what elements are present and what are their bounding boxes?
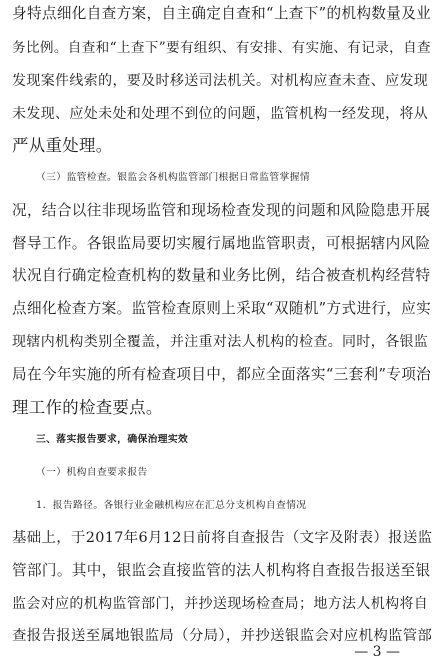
- page-number: — 3 —: [354, 644, 400, 660]
- text-line: 1．报告路径。各银行业金融机构应在汇总分支机构自查情况: [36, 500, 307, 511]
- text-line: 状况自行确定检查机构的数量和业务比例，结合被查机构经营特: [12, 267, 431, 284]
- text-line: 务比例。自查和“上查下”要有组织、有安排、有实施、有记录，自查: [12, 40, 431, 56]
- text-line: 局在今年实施的所有检查项目中，都应全面落实“三套利”专项治: [12, 366, 432, 383]
- section-heading-supervisory-inspection: （三）监管检查。银监会各机构监管部门根据日常监管掌握情: [36, 172, 310, 183]
- section-heading: 三、落实报告要求，确保治理实效: [36, 434, 189, 445]
- text-line: 理工作的检查要点。: [12, 398, 163, 417]
- text-line: 基础上，于2017年6月12日前将自查报告（文字及附表）报送监: [12, 530, 433, 546]
- text-line: 发现案件线索的，要及时移送司法机关。对机构应查未查、应发现: [12, 73, 429, 89]
- text-line: 点细化检查方案。监管检查原则上采取“双随机”方式进行，应实: [12, 300, 432, 317]
- subsection-heading: （一）机构自查要求报告: [36, 467, 148, 478]
- text-line: 身特点细化自查方案，自主确定自查和“上查下”的机构数量及业: [12, 5, 432, 22]
- text-line: 严从重处理。: [12, 136, 113, 155]
- text-line: 监会对应的机构监管部门，并抄送现场检查局；地方法人机构将自: [12, 596, 429, 612]
- text-line: 查报告报送至属地银监局（分局），并抄送银监会对应机构监管部: [12, 628, 433, 644]
- text-line: 督导工作。各银监局要切实履行属地监管职责，可根据辖内风险: [12, 235, 431, 252]
- text-line: 现辖内机构类别全覆盖，并注重对法人机构的检查。同时，各银监: [12, 334, 429, 350]
- text-line: 未发现、应处未处和处理不到位的问题，监管机构一经发现，将从: [12, 106, 429, 122]
- text-line: 况，结合以往非现场监管和现场检查发现的问题和风险隐患开展: [12, 202, 431, 219]
- text-line: 管部门。其中，银监会直接监管的法人机构将自查报告报送至银: [12, 562, 431, 579]
